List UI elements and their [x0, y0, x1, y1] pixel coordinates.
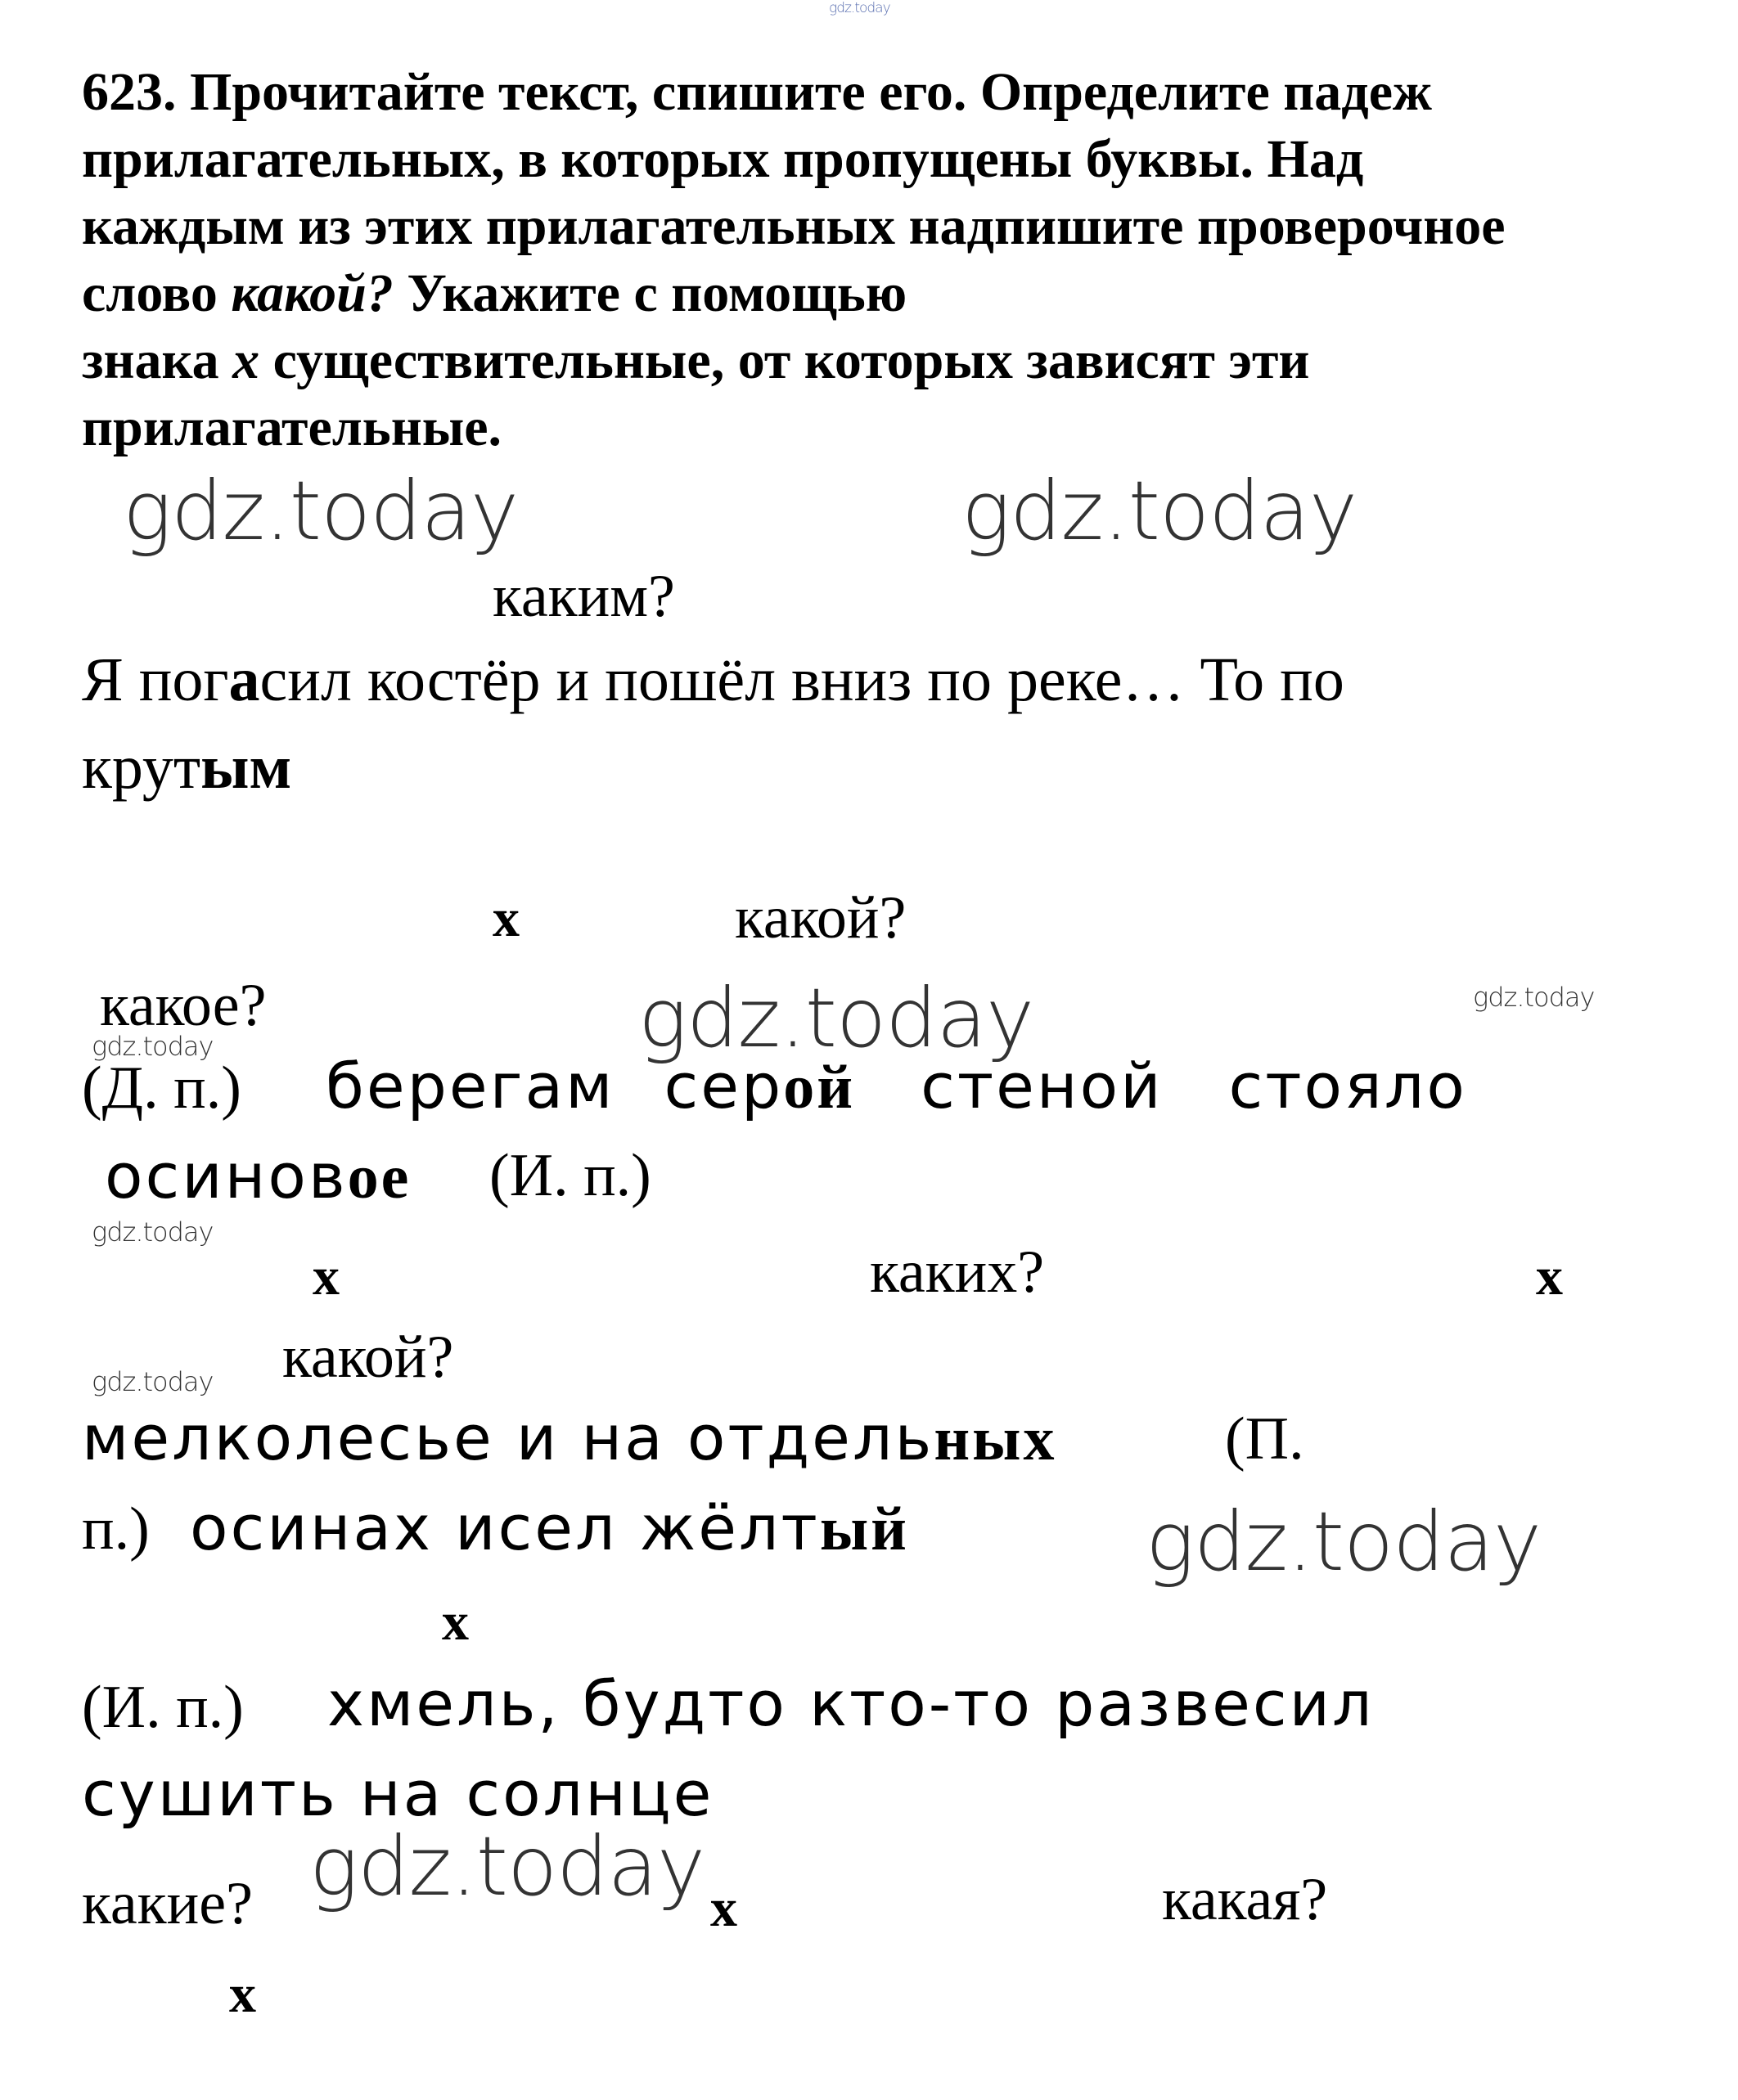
case-label-pp-b: п.) — [82, 1495, 150, 1563]
noun-mark-x: х — [229, 1964, 256, 2024]
text-line-8: сушить на солнце — [82, 1757, 714, 1830]
question-kakih: каких? — [870, 1239, 1045, 1306]
task-line-4: слово какой? Укажите с помощью — [82, 263, 907, 323]
watermark-small-4: gdz.today — [92, 1366, 214, 1397]
task-line-5: знака х существительные, от которых зависят эти — [82, 331, 1310, 390]
question-kakie: какие? — [82, 1870, 253, 1937]
filled-letter: а — [228, 645, 260, 714]
watermark-3: gdz.today — [638, 970, 1034, 1066]
case-label-dp: (Д. п.) — [82, 1054, 241, 1122]
text-line-7: хмель, будто кто-то развесил — [327, 1667, 1375, 1740]
watermark-small-1: gdz.today — [92, 1031, 214, 1062]
question-kakoy-2: какой? — [282, 1324, 454, 1391]
case-label-pp-a: (П. — [1225, 1405, 1304, 1473]
text-line-6: осинах исел жёлтый — [190, 1491, 909, 1564]
watermark-top: gdz.today — [829, 0, 890, 16]
question-kakaya: какая? — [1162, 1866, 1328, 1933]
case-label-ip-1: (И. п.) — [489, 1142, 651, 1209]
noun-mark-x: х — [710, 1878, 737, 1938]
question-kakim: каким? — [493, 563, 675, 630]
task-line-2: прилагательных, в которых пропущены буквы. Над — [82, 129, 1364, 189]
task-statement — [82, 59, 1686, 461]
watermark-small-2: gdz.today — [1473, 982, 1595, 1013]
case-label-ip-2: (И. п.) — [82, 1674, 244, 1741]
watermark-2: gdz.today — [961, 463, 1358, 559]
question-kakoe: какое? — [100, 972, 267, 1039]
watermark-small-3: gdz.today — [92, 1216, 214, 1248]
text-line-2: крутым — [82, 733, 292, 802]
text-line-1: Я погасил костёр и пошёл вниз по реке… То по — [82, 645, 1344, 714]
watermark-5: gdz.today — [309, 1819, 705, 1914]
watermark-1: gdz.today — [123, 463, 519, 559]
text-line-4: осиновое — [105, 1140, 412, 1212]
task-number: 623. — [82, 62, 177, 122]
noun-mark-x: х — [1536, 1247, 1563, 1306]
noun-mark-x: х — [493, 888, 520, 948]
noun-mark-x: х — [313, 1247, 340, 1306]
task-line-6: прилагательные. — [82, 398, 502, 457]
noun-mark-x: х — [442, 1592, 469, 1652]
filled-ending: ым — [200, 733, 292, 802]
task-line-3: каждым из этих прилагательных надпишите проверочное — [82, 196, 1506, 256]
watermark-4: gdz.today — [1146, 1494, 1542, 1590]
text-line-3: берегам серой стеной стояло — [326, 1050, 1467, 1122]
question-kakoy: какой? — [735, 884, 907, 951]
text-line-5: мелколесье и на отдельных — [82, 1401, 1057, 1474]
task-line-1: 623. Прочитайте текст, спишите его. Определите падеж — [82, 62, 1432, 122]
